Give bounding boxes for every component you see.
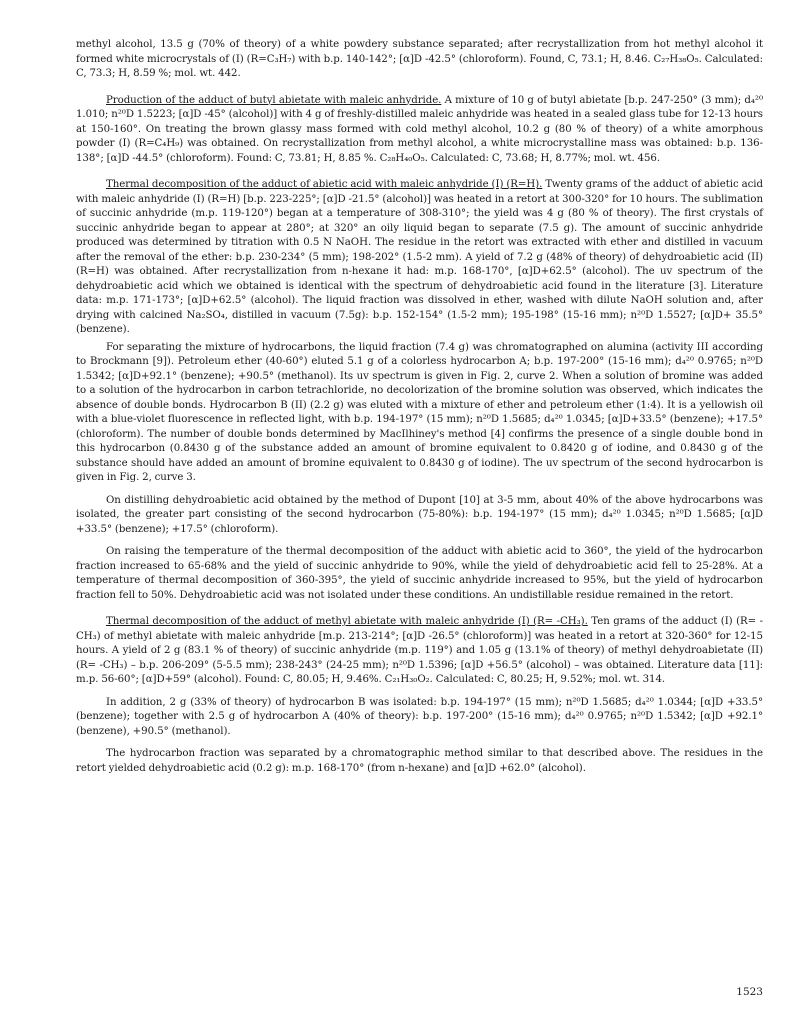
- paragraph-continuation: [76, 38, 763, 82]
- paragraph-butyl-abietate-adduct: [76, 94, 763, 167]
- paragraph-text: Ten grams of the adduct (I) (R= -CH₃) of methyl abietate with maleic anhydride [m.p. 213-214°; [α]D -26.5° (chloroform)] was heated in a retort at 320-360° for 12-15 hours. A yield of 2 g (83.1 % of theory) of succinic anhydride (m.p. 119°) and 1.05 g (13.1% of theory) of methyl dehydroabietate (II) (R= -CH₃) – b.p. 206-209° (5-5.5 mm); 238-243° (24-25 mm); n²⁰D 1.5396; [α]D +56.5° (alcohol) – was obtained. Literature data [11]: m.p. 56-60°; [α]D+59° (alcohol). Found: C, 80.05; H, 9.46%. C₂₁H₃₀O₂. Calculated: C, 80.25; H, 9.52%; mol. wt. 314.: [76, 616, 763, 685]
- paragraph-temperature-increase: [76, 545, 763, 603]
- paragraph-text: Twenty grams of the adduct of abietic acid with maleic anhydride (I) (R=H) [b.p. 223-225°; [α]D -21.5° (alcohol)] was heated in a retort at 300-320° for 10 hours. The sublimation of succinic anhydride (m.p. 119-120°) began at a temperature of 308-310°; the yield was 4 g (80 % of theory). The first crystals of succinic anhydride began to appear at 280°; at 320° an oily liquid began to separate (7.5 g). The amount of succinic anhydride produced was determined by titration with 0.5 N NaOH. The residue in the retort was extracted with ether and distilled in vacuum after the removal of the ether: b.p. 230-234° (5 mm); 198-202° (1.5-2 mm). A yield of 7.2 g (48% of theory) of dehydroabietic acid (II) (R=H) was obtained. After recrystallization from n-hexane it had: m.p. 168-170°, [α]D+62.5° (alcohol). The uv spectrum of the dehydroabietic acid which we obtained is identical with the spectrum of dehydroabietic acid found in the literature [3]. Literature data: m.p. 171-173°; [α]D+62.5° (alcohol). The liquid fraction was dissolved in ether, washed with dilute NaOH solution and, after drying with calcined Na₂SO₄, distilled in vacuum (7.5g): b.p. 152-154° (1.5-2 mm); 195-198° (15-16 mm); n²⁰D 1.5527; [α]D+ 35.5° (benzene).: [76, 179, 763, 335]
- section-heading: Production of the adduct of butyl abietate with maleic anhydride.: [106, 94, 442, 106]
- paragraph-chromatographic-separation: [76, 747, 763, 776]
- paragraph-abietic-acid-decomposition: [76, 178, 763, 338]
- paragraph-text: On raising the temperature of the thermal decomposition of the adduct with abietic acid to 360°, the yield of the hydrocarbon fraction increased to 65-68% and the yield of succinic anhydride to 90%, while the yield of dehydroabietic acid fell to 25-28%. At a temperature of thermal decomposition of 360-395°, the yield of succinic anhydride increased to 95%, but the yield of hydrocarbon fraction fell to 50%. Dehydroabietic acid was not isolated under these conditions. An undistillable residue remained in the retort.: [76, 546, 763, 601]
- paragraph-text: The hydrocarbon fraction was separated by a chromatographic method similar to that described above. The residues in the retort yielded dehydroabietic acid (0.2 g): m.p. 168-170° (from n-hexane) and [α]D +62.0° (alcohol).: [76, 748, 763, 774]
- paragraph-text: On distilling dehydroabietic acid obtained by the method of Dupont [10] at 3-5 mm, about 40% of the above hydrocarbons was isolated, the greater part consisting of the second hydrocarbon (75-80%): b.p. 194-197° (15 mm); d₄²⁰ 1.0345; n²⁰D 1.5685; [α]D +33.5° (benzene); +17.5° (chloroform).: [76, 494, 763, 535]
- section-heading: Thermal decomposition of the adduct of abietic acid with maleic anhydride (I) (R=H).: [106, 179, 543, 190]
- paragraph-text: methyl alcohol, 13.5 g (70% of theory) of a white powdery substance separated; after recrystallization from hot methyl alcohol it formed white microcrystals of (I) (R=C₃H₇) with b.p. 140-142°; [α]D -42.5° (chloroform). Found, C, 73.1; H, 8.46. C₂₇H₃₈O₅. Calculated: C, 73.3; H, 8.59 %; mol. wt. 442.: [76, 39, 763, 79]
- section-heading: Thermal decomposition of the adduct of methyl abietate with maleic anhydride (I) (R= -CH₃).: [106, 616, 588, 627]
- page-number: 1523: [736, 986, 763, 998]
- paragraph-text: For separating the mixture of hydrocarbons, the liquid fraction (7.4 g) was chromatographed on alumina (activity III according to Brockmann [9]). Petroleum ether (40-60°) eluted 5.1 g of a colorless hydrocarbon A; b.p. 197-200° (15-16 mm); d₄²⁰ 0.9765; n²⁰D 1.5342; [α]D+92.1° (benzene); +90.5° (methanol). Its uv spectrum is given in Fig. 2, curve 2. When a solution of bromine was added to a solution of the hydrocarbon in carbon tetrachloride, no decolorization of the bromine solution was observed, which indicates the absence of double bonds. Hydrocarbon B (II) (2.2 g) was eluted with a mixture of ether and petroleum ether (1:4). It is a yellowish oil with a blue-violet fluorescence in reflected light, with b.p. 194-197° (15 mm); n²⁰D 1.5685; d₄²⁰ 1.0345; [α]D+33.5° (benzene); +17.5° (chloroform). The number of double bonds determined by MacIlhiney's method [4] confirms the presence of a single double bond in this hydrocarbon (0.8430 g of the substance added an amount of bromine equivalent to 0.8420 g of iodine, and 0.8430 g of the substance should have added an amount of bromine equivalent to 0.8430 g of iodine). The uv spectrum of the second hydrocarbon is given in Fig. 2, curve 3.: [76, 341, 763, 483]
- paragraph-dupont-distillation: [76, 494, 763, 538]
- paragraph-text: In addition, 2 g (33% of theory) of hydrocarbon B was isolated: b.p. 194-197° (15 mm); n²⁰D 1.5685; d₄²⁰ 1.0344; [α]D +33.5° (benzene); together with 2.5 g of hydrocarbon A (40% of theory): b.p. 197-200° (15-16 mm); d₄²⁰ 0.9765; n²⁰D 1.5342; [α]D +92.1° (benzene), +90.5° (methanol).: [76, 696, 763, 737]
- paragraph-text: A mixture of 10 g of butyl abietate [b.p. 247-250° (3 mm); d₄²⁰ 1.010; n²⁰D 1.5223; [α]D -45° (alcohol)] with 4 g of freshly-distilled maleic anhydride was heated in a sealed glass tube for 12-13 hours at 150-160°. On treating the brown glassy mass formed with cold methyl alcohol, 10.2 g (80 % of theory) of a white amorphous powder (I) (R=C₄H₉) was obtained. On recrystallization from methyl alcohol, a white microcrystalline mass was obtained: b.p. 136-138°; [α]D -44.5° (chloroform). Found: C, 73.81; H, 8.85 %. C₂₈H₄₀O₅. Calculated: C, 73.68; H, 8.77%; mol. wt. 456.: [76, 94, 764, 164]
- paragraph-methyl-abietate-decomposition: [76, 615, 763, 688]
- paragraph-hydrocarbon-separation: [76, 341, 763, 486]
- paragraph-hydrocarbon-b-isolation: [76, 696, 763, 740]
